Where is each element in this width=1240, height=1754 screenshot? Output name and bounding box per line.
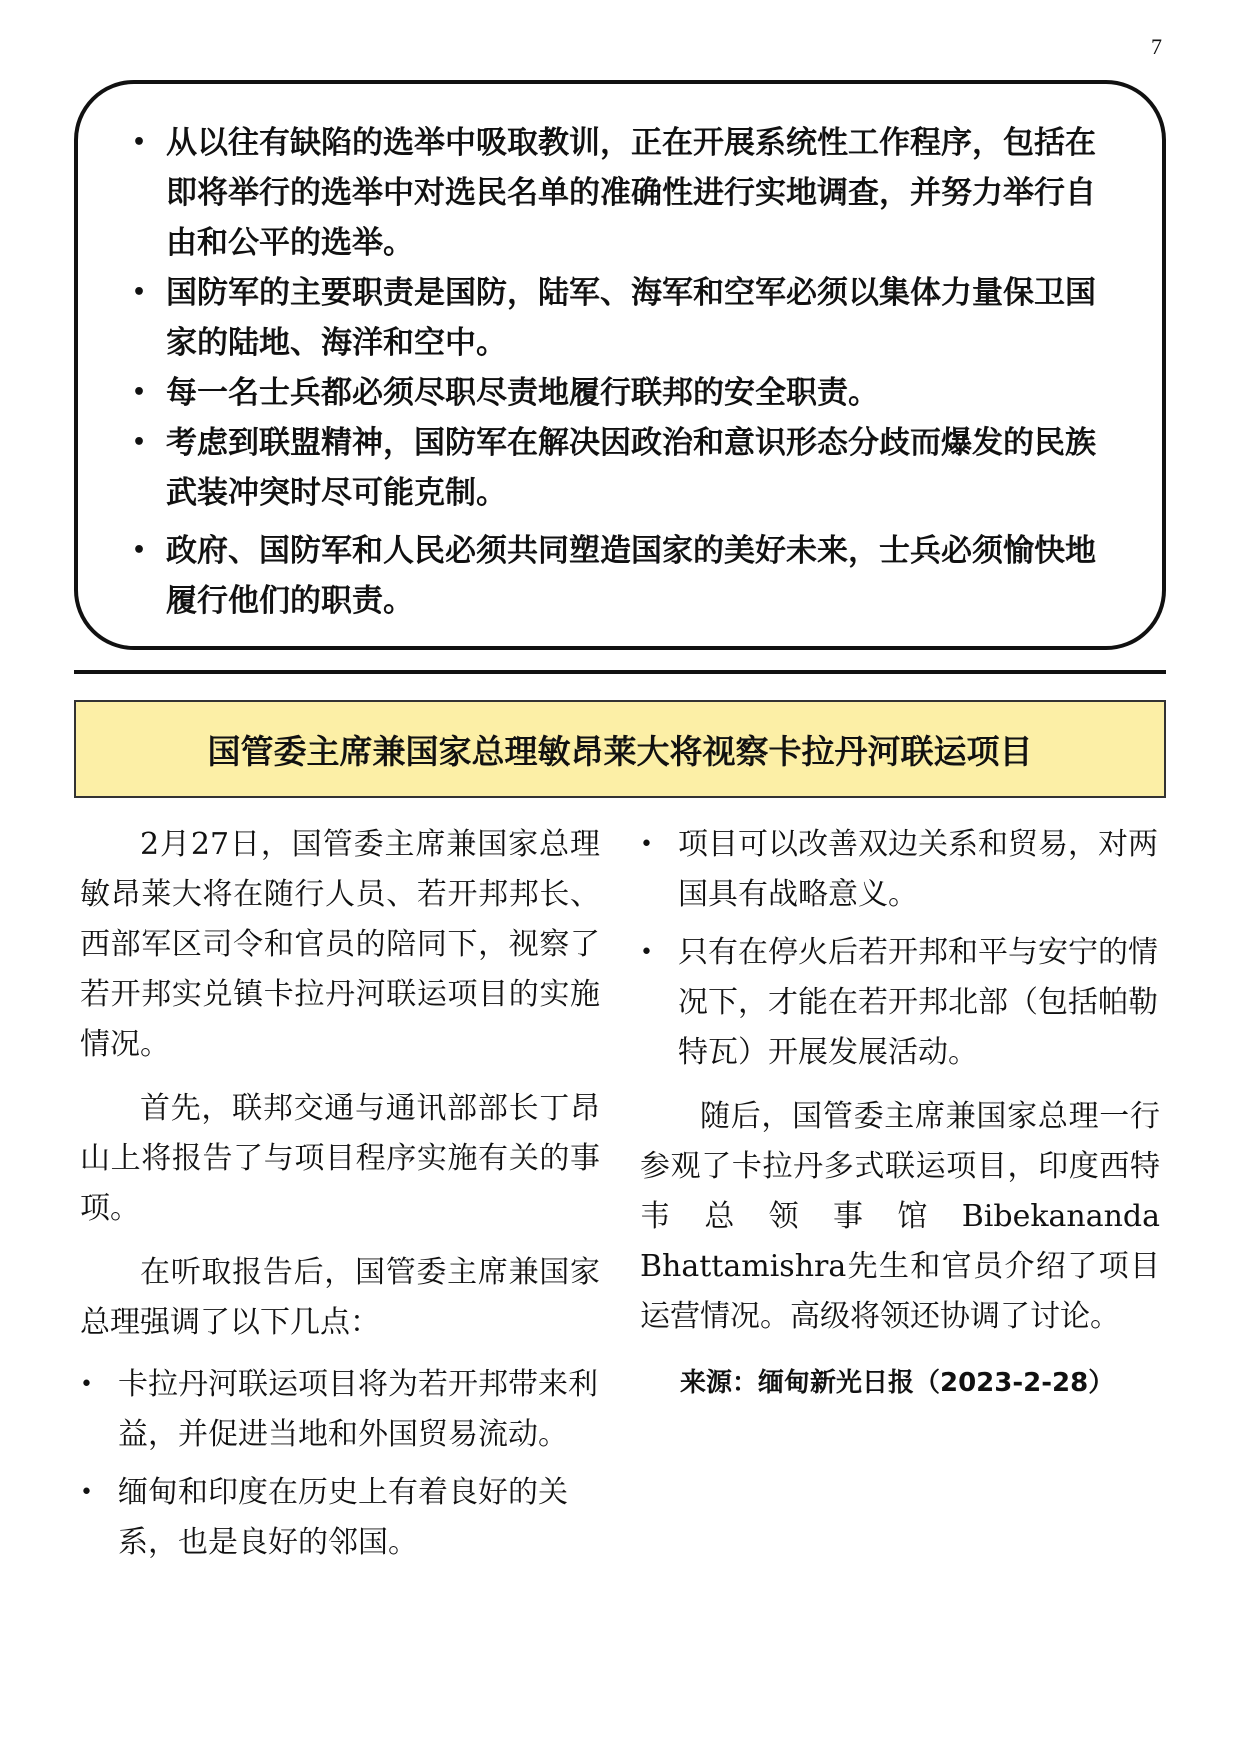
paragraph: 2月27日，国管委主席兼国家总理敏昂莱大将在随行人员、若开邦邦长、西部军区司令和官员的陪同下，视察了若开邦实兑镇卡拉丹河联运项目的实施情况。 (80, 827, 600, 1062)
points-list (640, 820, 1160, 1078)
summary-list (136, 118, 1122, 626)
points-list (80, 1360, 600, 1568)
list-item: • 项目可以改善双边关系和贸易，对两国具有战略意义。 (640, 820, 1160, 920)
list-item: • 国防军的主要职责是国防，陆军、海军和空军必须以集体力量保卫国家的陆地、海洋和空中。 (136, 268, 1122, 368)
list-item: • 从以往有缺陷的选举中吸取教训，正在开展系统性工作程序，包括在即将举行的选举中对选民名单的准确性进行实地调查，并努力举行自由和公平的选举。 (136, 118, 1122, 268)
summary-box (74, 80, 1166, 650)
list-item: • 政府、国防军和人民必须共同塑造国家的美好未来，士兵必须愉快地履行他们的职责。 (136, 526, 1122, 626)
page-number: 7 (1151, 34, 1162, 59)
source-citation: 来源：缅甸新光日报（2023-2-28） (680, 1368, 1115, 1398)
list-item: • 缅甸和印度在历史上有着良好的关系，也是良好的邻国。 (80, 1468, 600, 1568)
article-title: 国管委主席兼国家总理敏昂莱大将视察卡拉丹河联运项目 (207, 731, 1033, 771)
list-item: • 卡拉丹河联运项目将为若开邦带来利益，并促进当地和外国贸易流动。 (80, 1360, 600, 1460)
paragraph: 在听取报告后，国管委主席兼国家总理强调了以下几点： (80, 1255, 600, 1340)
article-right-column (640, 820, 1160, 1408)
list-item: • 考虑到联盟精神，国防军在解决因政治和意识形态分歧而爆发的民族武装冲突时尽可能克制。 (136, 418, 1122, 518)
list-item: • 每一名士兵都必须尽职尽责地履行联邦的安全职责。 (136, 368, 1122, 418)
list-item: • 只有在停火后若开邦和平与安宁的情况下，才能在若开邦北部（包括帕勒特瓦）开展发展活动。 (640, 928, 1160, 1078)
article-title-bar (74, 700, 1166, 798)
article-left-column (80, 820, 600, 1576)
paragraph: 首先，联邦交通与通讯部部长丁昂山上将报告了与项目程序实施有关的事项。 (80, 1091, 600, 1226)
paragraph: 随后，国管委主席兼国家总理一行参观了卡拉丹多式联运项目，印度西特韦总领事馆Bibekananda Bhattamishra先生和官员介绍了项目运营情况。高级将领还协调了讨论。 (640, 1099, 1160, 1334)
section-divider (74, 670, 1166, 674)
